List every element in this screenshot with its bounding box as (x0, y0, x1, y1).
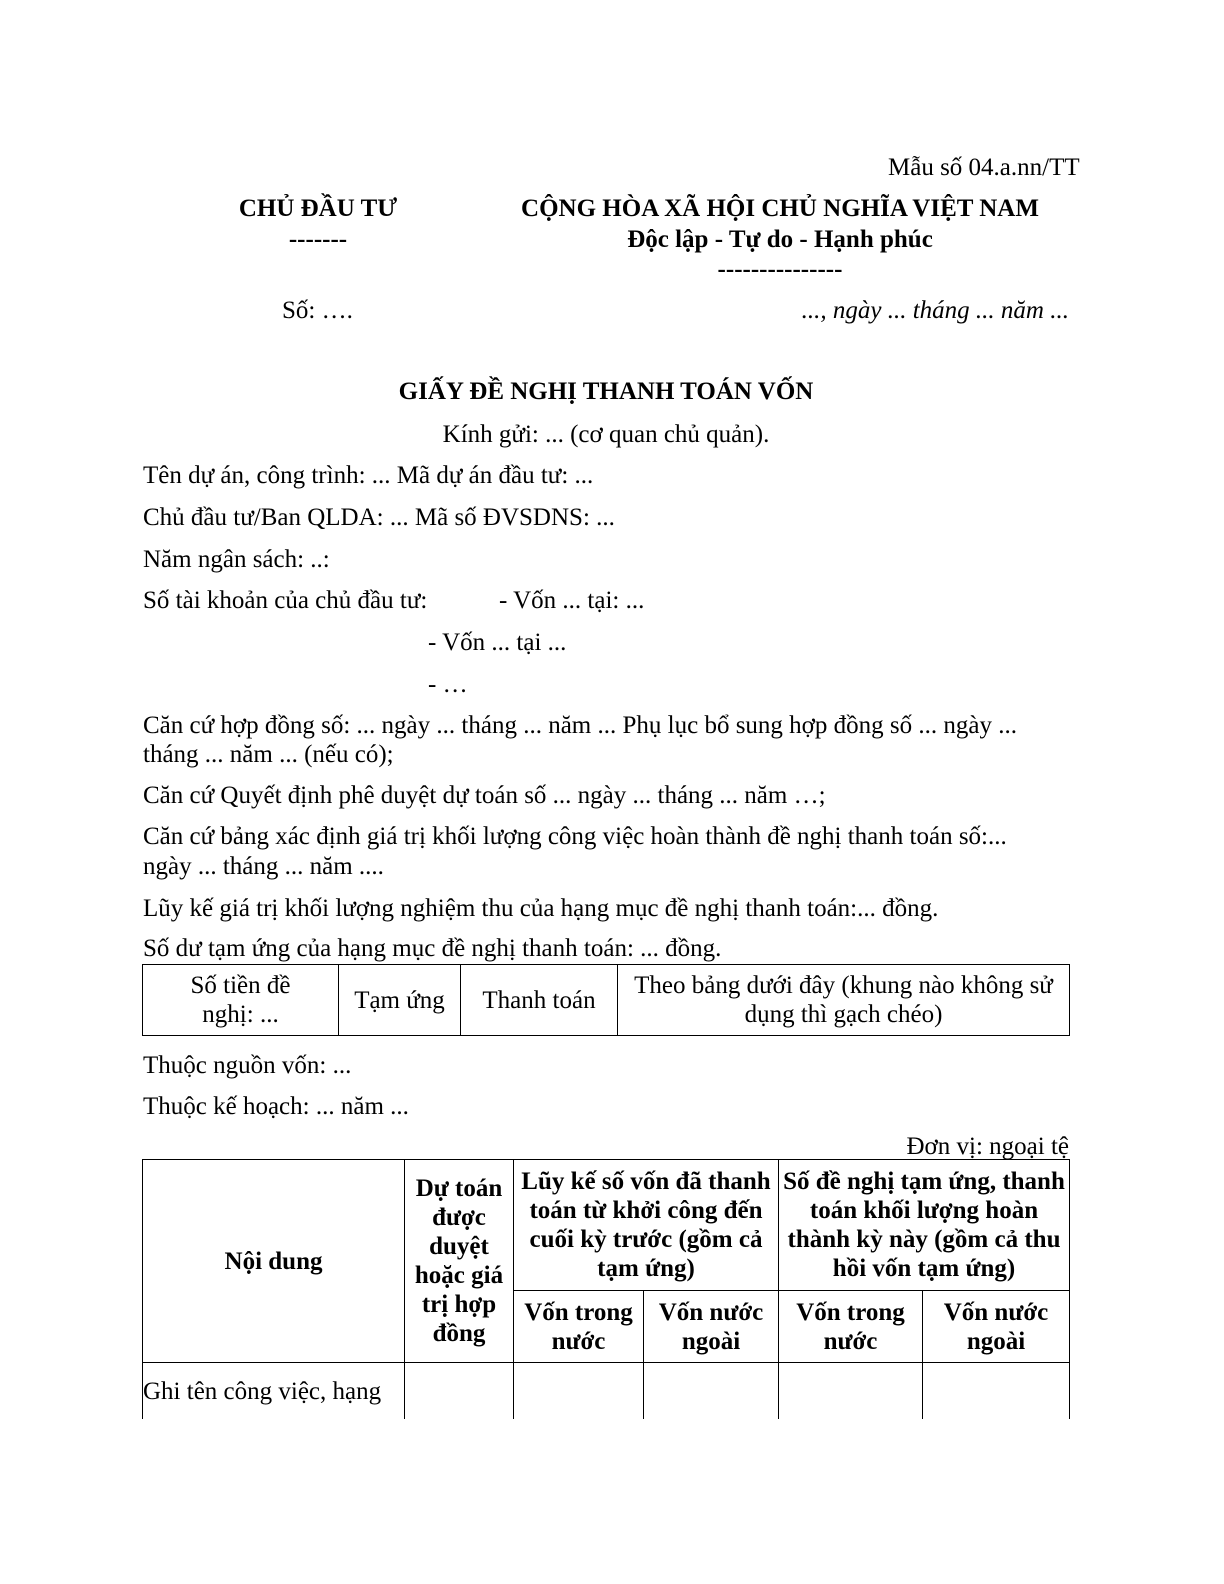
form-number: Mẫu số 04.a.nn/TT (888, 154, 1080, 181)
header-estimate: Dự toán được duyệt hoặc giá trị hợp đồng (405, 1160, 514, 1363)
project-line: Tên dự án, công trình: ... Mã dự án đầu tư: ... (143, 462, 594, 489)
amount-cell: Số tiền đề nghị: ... (143, 965, 339, 1036)
decision-line: Căn cứ Quyết định phê duyệt dự toán số ... ngày ... tháng ... năm …; (143, 782, 826, 809)
issuer-divider: ------- (288, 226, 348, 253)
budget-year-line: Năm ngân sách: ..: (143, 546, 330, 573)
country-name: CỘNG HÒA XÃ HỘI CHỦ NGHĨA VIỆT NAM (521, 195, 1039, 222)
payment-table (142, 1159, 1070, 1419)
page-title: GIẤY ĐỀ NGHỊ THANH TOÁN VỐN (398, 378, 814, 405)
header-proposed: Số đề nghị tạm ứng, thanh toán khối lượng hoàn thành kỳ này (gồm cả thu hồi vốn tạm ứng) (779, 1160, 1070, 1291)
date-line: ..., ngày ... tháng ... năm ... (801, 297, 1069, 324)
header-accumulated: Lũy kế số vốn đã thanh toán từ khởi công đến cuối kỳ trước (gồm cả tạm ứng) (514, 1160, 779, 1291)
contract-line-2: tháng ... năm ... (nếu có); (143, 741, 394, 768)
national-motto: Độc lập - Tự do - Hạnh phúc (627, 226, 933, 253)
volume-line-2: ngày ... tháng ... năm .... (143, 853, 384, 880)
document-number: Số: …. (282, 297, 353, 324)
account-label: Số tài khoản của chủ đầu tư: (143, 587, 428, 614)
header-proposed-domestic: Vốn trong nước (779, 1291, 923, 1363)
owner-line: Chủ đầu tư/Ban QLDA: ... Mã số ĐVSDNS: ... (143, 504, 615, 531)
accumulated-line: Lũy kế giá trị khối lượng nghiệm thu của hạng mục đề nghị thanh toán:... đồng. (143, 895, 939, 922)
account-line-3: - … (428, 671, 468, 698)
table-row: Ghi tên công việc, hạng (143, 1363, 405, 1420)
issuer-name: CHỦ ĐẦU TƯ (238, 195, 398, 222)
unit-label: Đơn vị: ngoại tệ (906, 1133, 1069, 1160)
header-content: Nội dung (143, 1160, 405, 1363)
table-cell (405, 1363, 514, 1420)
table-cell (923, 1363, 1070, 1420)
account-line-2: - Vốn ... tại ... (428, 629, 567, 656)
table-cell (779, 1363, 923, 1420)
request-table (142, 964, 1070, 1036)
account-line-1: - Vốn ... tại: ... (499, 587, 645, 614)
plan-line: Thuộc kế hoạch: ... năm ... (143, 1093, 409, 1120)
header-proposed-foreign: Vốn nước ngoài (923, 1291, 1070, 1363)
advance-balance-line: Số dư tạm ứng của hạng mục đề nghị thanh toán: ... đồng. (143, 935, 722, 962)
advance-cell[interactable]: Tạm ứng (339, 965, 461, 1036)
table-cell (514, 1363, 644, 1420)
source-line: Thuộc nguồn vốn: ... (143, 1052, 352, 1079)
header-accumulated-domestic: Vốn trong nước (514, 1291, 644, 1363)
payment-cell[interactable]: Thanh toán (461, 965, 618, 1036)
recipient-line: Kính gửi: ... (cơ quan chủ quản). (442, 421, 770, 448)
note-cell: Theo bảng dưới đây (khung nào không sử dụng thì gạch chéo) (618, 965, 1070, 1036)
volume-line-1: Căn cứ bảng xác định giá trị khối lượng công việc hoàn thành đề nghị thanh toán số:... (143, 823, 1007, 850)
motto-divider: --------------- (717, 256, 843, 283)
table-cell (644, 1363, 779, 1420)
header-accumulated-foreign: Vốn nước ngoài (644, 1291, 779, 1363)
contract-line-1: Căn cứ hợp đồng số: ... ngày ... tháng ... năm ... Phụ lục bổ sung hợp đồng số ... ngày ... (143, 712, 1017, 739)
